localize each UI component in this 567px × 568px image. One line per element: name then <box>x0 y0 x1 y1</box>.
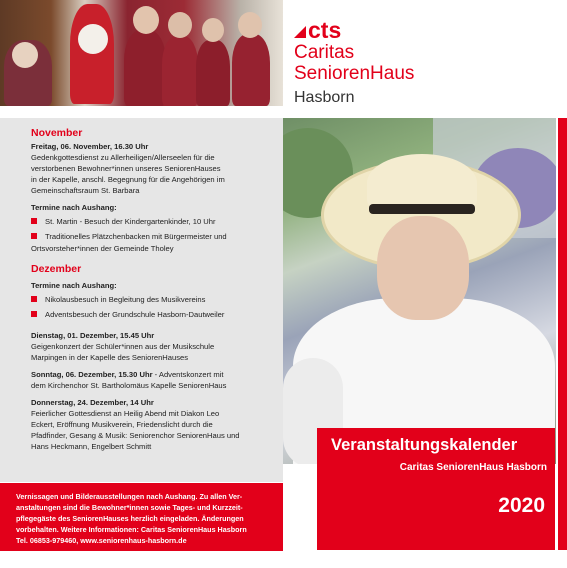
event-text: Gemeinschaftsraum St. Barbara <box>31 186 140 195</box>
photo-singer-head <box>133 6 159 34</box>
event-line <box>31 369 273 380</box>
info-text: pflegegäste des SeniorenHauses herzlich eingeladen. Änderungen <box>16 514 244 523</box>
bullet-square-icon <box>31 233 37 239</box>
list-item-text-continued: Ortsvorsteher*innen der Gemeinde Tholey <box>31 244 174 253</box>
info-text: Vernissagen und Bilderausstellungen nach Aushang. Zu allen Ver- <box>16 492 243 501</box>
top-photo <box>0 0 283 106</box>
logo-location: Hasborn <box>294 89 355 106</box>
logo-line-2: SeniorenHaus <box>294 63 415 84</box>
logo-brand-text: cts <box>308 17 342 43</box>
list-item <box>31 231 273 242</box>
list-item <box>31 294 273 305</box>
photo-singer-figure <box>196 40 230 106</box>
info-text: vorbehalten. Weitere Informationen: Caritas SeniorenHaus Hasborn <box>16 525 247 534</box>
photo-singer-figure <box>124 30 166 106</box>
event-text: Feierlicher Gottesdienst an Heilig Abend mit Diakon Leo <box>31 409 220 418</box>
event-text: Eckert, Eröffnung Musikverein, Friedenslicht durch die <box>31 420 213 429</box>
bullet-square-icon <box>31 296 37 302</box>
month-heading-december: Dezember <box>31 263 82 275</box>
bullet-square-icon <box>31 218 37 224</box>
list-item <box>31 216 273 227</box>
december-bullet-list <box>31 294 273 320</box>
year-label: 2020 <box>498 494 545 517</box>
photo-hat-band <box>369 204 475 214</box>
event-title: Sonntag, 06. Dezember, 15.30 Uhr <box>31 370 153 379</box>
list-item-text: Adventsbesuch der Grundschule Hasborn-Dautweiler <box>45 310 225 319</box>
list-item-text: Traditionelles Plätzchenbacken mit Bürgermeister und <box>45 232 227 241</box>
notice-heading: Termine nach Aushang: <box>31 203 117 212</box>
november-bullet-list <box>31 216 273 242</box>
info-box <box>0 483 283 551</box>
photo-singer-head <box>168 12 192 38</box>
event-text: verstorbenen Bewohner*innen unseres SeniorenHauses <box>31 164 221 173</box>
month-heading-november: November <box>31 127 83 139</box>
logo-mark-icon <box>294 26 306 38</box>
event-title: Dienstag, 01. Dezember, 15.45 Uhr <box>31 331 155 340</box>
photo-resident-head <box>12 42 38 68</box>
page-subtitle: Caritas SeniorenHaus Hasborn <box>399 462 547 473</box>
bullet-square-icon <box>31 311 37 317</box>
photo-face <box>377 216 469 320</box>
events-panel <box>0 118 283 482</box>
photo-singer-figure <box>232 34 270 106</box>
info-text: anstaltungen sind die Bewohner*innen sowie Tages- und Kurzzeit- <box>16 503 243 512</box>
event-text: Geigenkonzert der Schüler*innen aus der Musikschule <box>31 342 215 351</box>
photo-singer-head <box>202 18 224 42</box>
event-text: in der Kapelle, anschl. Begegnung für die Angehörigen im <box>31 175 225 184</box>
photo-singer-figure <box>162 36 198 106</box>
event-text: Gedenkgottesdienst zu Allerheiligen/Allerseelen für die <box>31 153 215 162</box>
resident-photo <box>283 118 556 464</box>
event-title: Donnerstag, 24. Dezember, 14 Uhr <box>31 398 154 407</box>
event-title: Freitag, 06. November, 16.30 Uhr <box>31 142 149 151</box>
event-title-rest: - Adventskonzert mit <box>152 370 224 379</box>
edge-strip <box>558 118 567 550</box>
list-item <box>31 309 273 320</box>
logo-brand <box>294 18 554 42</box>
info-contact: Tel. 06853-979460, www.seniorenhaus-hasborn.de <box>16 536 187 545</box>
logo-line-1: Caritas <box>294 42 355 63</box>
event-text: dem Kirchenchor St. Bartholomäus Kapelle SeniorenHaus <box>31 381 227 390</box>
event-text: Hans Heckmann, Engelbert Schmitt <box>31 442 152 451</box>
photo-singer-head <box>238 12 262 38</box>
photo-santa-head <box>78 24 108 54</box>
title-box <box>317 428 555 550</box>
list-item-text: St. Martin - Besuch der Kindergartenkinder, 10 Uhr <box>45 217 216 226</box>
notice-heading: Termine nach Aushang: <box>31 281 117 290</box>
logo <box>294 18 554 109</box>
list-item-text: Nikolausbesuch in Begleitung des Musikvereins <box>45 295 206 304</box>
event-text: Pfadfinder, Gesang & Musik: Seniorenchor SeniorenHaus und <box>31 431 240 440</box>
page-title: Veranstaltungskalender <box>331 436 518 454</box>
event-text: Marpingen in der Kapelle des SeniorenHauses <box>31 353 189 362</box>
photo-santa-figure <box>70 4 114 104</box>
